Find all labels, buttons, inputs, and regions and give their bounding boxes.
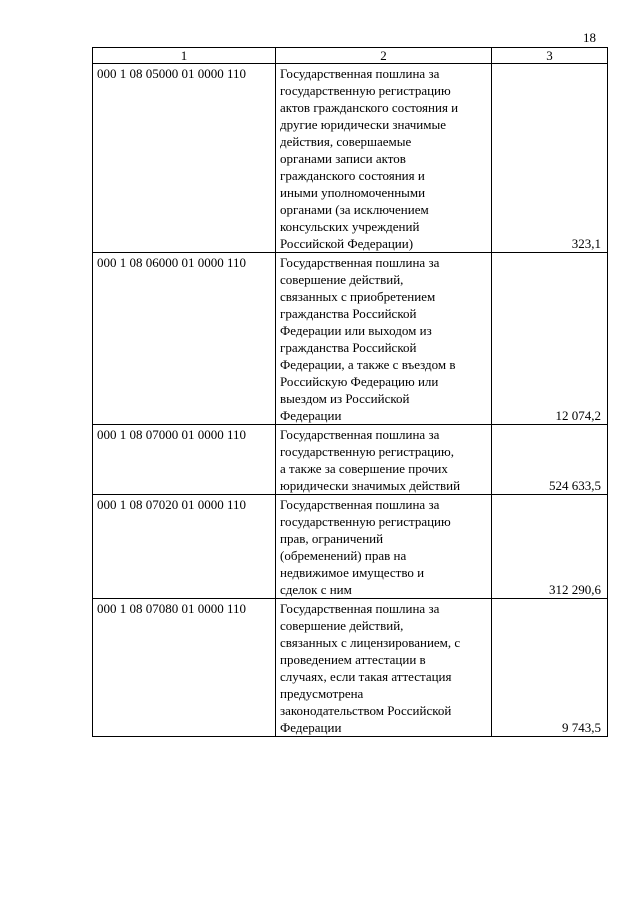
page-number: 18 (583, 30, 596, 45)
row-name-line: Федерации, а также с въездом в (280, 357, 456, 372)
row-name-line: юридически значимых действий (280, 478, 461, 493)
row-name-line: органами (за исключением (280, 202, 429, 217)
row-name-line: Государственная пошлина за (280, 427, 440, 442)
row-amount: 524 633,5 (492, 425, 608, 495)
row-amount: 323,1 (492, 64, 608, 253)
row-name-line: сделок с ним (280, 582, 352, 597)
row-name-line: проведением аттестации в (280, 652, 426, 667)
row-code: 000 1 08 06000 01 0000 110 (93, 253, 276, 425)
row-name-line: действия, совершаемые (280, 134, 412, 149)
row-amount: 12 074,2 (492, 253, 608, 425)
row-amount: 9 743,5 (492, 599, 608, 737)
row-name-line: гражданского состояния и (280, 168, 425, 183)
row-name-line: прав, ограничений (280, 531, 384, 546)
row-name (276, 253, 492, 425)
table-header-row (93, 48, 608, 64)
budget-table (92, 47, 608, 737)
row-name-line: связанных с приобретением (280, 289, 436, 304)
row-name-line: Российскую Федерацию или (280, 374, 439, 389)
row-name-line: Российской Федерации) (280, 236, 414, 251)
row-name-line: законодательством Российской (280, 703, 452, 718)
table-row (93, 253, 608, 425)
row-name (276, 495, 492, 599)
row-name-line: другие юридически значимые (280, 117, 446, 132)
column-header-1: 1 (93, 48, 276, 64)
row-name-line: а также за совершение прочих (280, 461, 448, 476)
row-name-line: связанных с лицензированием, с (280, 635, 461, 650)
row-name-line: государственную регистрацию, (280, 444, 454, 459)
row-name-line: иными уполномоченными (280, 185, 426, 200)
row-name-line: государственную регистрацию (280, 83, 451, 98)
row-name-line: недвижимое имущество и (280, 565, 425, 580)
row-code: 000 1 08 07020 01 0000 110 (93, 495, 276, 599)
row-name-line: государственную регистрацию (280, 514, 451, 529)
row-name-line: совершение действий, (280, 618, 404, 633)
row-name-line: (обременений) прав на (280, 548, 407, 563)
row-name-line: Федерации (280, 408, 342, 423)
table-row (93, 599, 608, 737)
column-header-3: 3 (492, 48, 608, 64)
column-header-2: 2 (276, 48, 492, 64)
table-row (93, 64, 608, 253)
table-row (93, 495, 608, 599)
row-name-line: Федерации (280, 720, 342, 735)
row-name (276, 599, 492, 737)
row-name-line: гражданства Российской (280, 306, 417, 321)
row-name-line: Государственная пошлина за (280, 255, 440, 270)
row-name-line: совершение действий, (280, 272, 404, 287)
row-name-line: гражданства Российской (280, 340, 417, 355)
row-code: 000 1 08 07000 01 0000 110 (93, 425, 276, 495)
row-name (276, 425, 492, 495)
row-name-line: Государственная пошлина за (280, 66, 440, 81)
row-name-line: консульских учреждений (280, 219, 420, 234)
row-name-line: случаях, если такая аттестация (280, 669, 452, 684)
row-name-line: органами записи актов (280, 151, 406, 166)
row-name-line: актов гражданского состояния и (280, 100, 459, 115)
row-code: 000 1 08 05000 01 0000 110 (93, 64, 276, 253)
row-name-line: Государственная пошлина за (280, 601, 440, 616)
table-row (93, 425, 608, 495)
row-name-line: предусмотрена (280, 686, 364, 701)
row-code: 000 1 08 07080 01 0000 110 (93, 599, 276, 737)
row-name-line: Федерации или выходом из (280, 323, 432, 338)
row-name (276, 64, 492, 253)
row-amount: 312 290,6 (492, 495, 608, 599)
row-name-line: Государственная пошлина за (280, 497, 440, 512)
row-name-line: выездом из Российской (280, 391, 410, 406)
